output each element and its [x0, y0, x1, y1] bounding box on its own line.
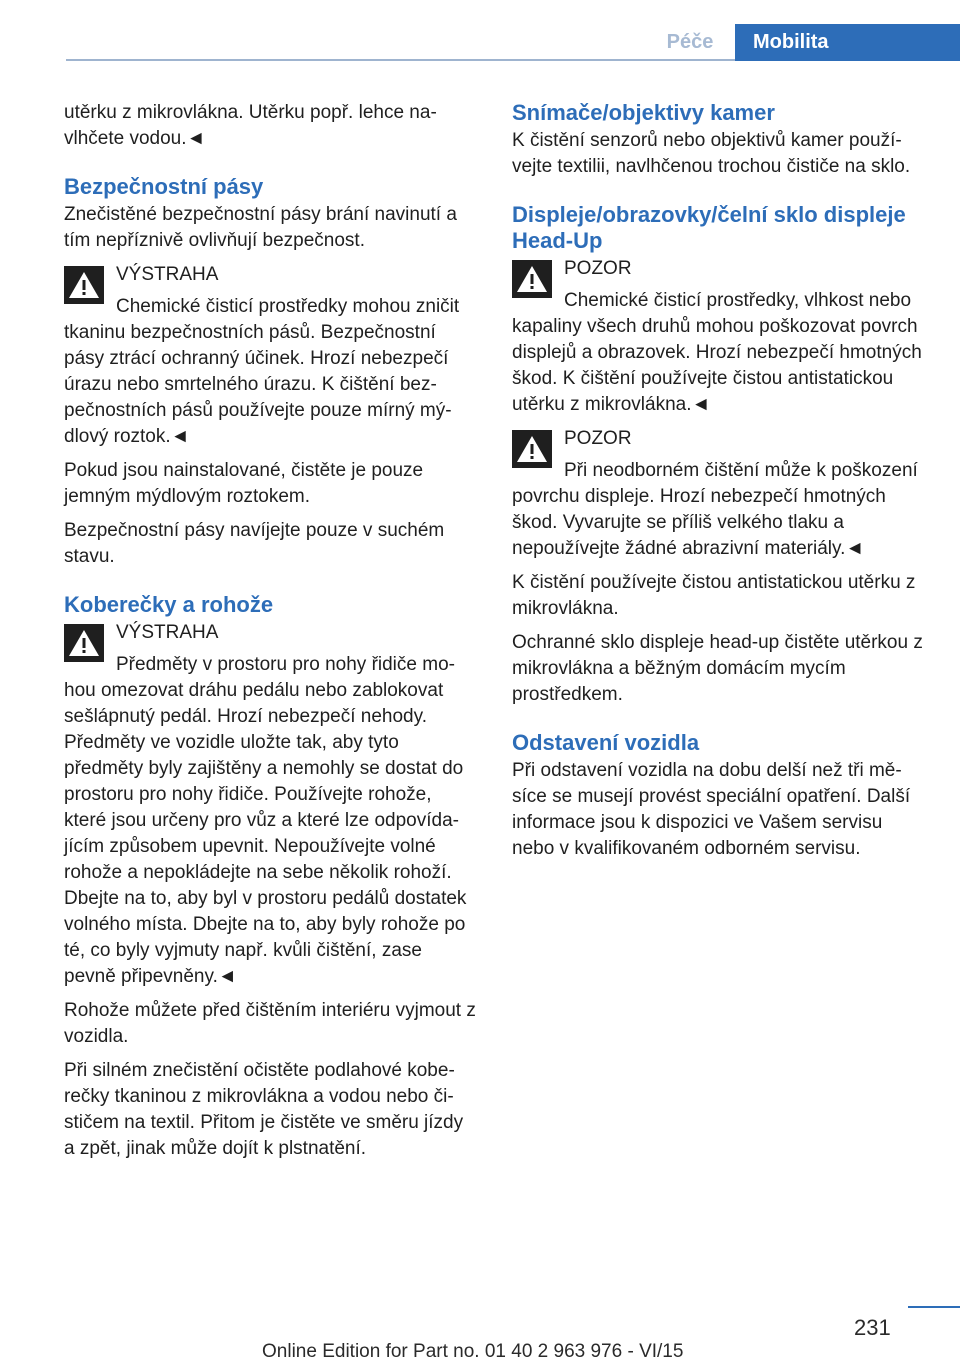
- section-title-displays: Displeje/obrazovky/čelní sklo displeje Head-Up: [512, 202, 906, 253]
- seatbelts-warning: [64, 262, 478, 450]
- mats-paragraph-2: Při silném znečistění očistěte podlahové koberečky tkaninou z mikrovlákna a vodou nebo čističem na textil. Přitom je čistěte ve směru jízdy a zpět, jinak může dojít k plstnatění.: [64, 1060, 464, 1159]
- footer-rule: [908, 1306, 960, 1308]
- right-column: [512, 100, 926, 870]
- parking-paragraph: Při odstavení vozidla na dobu delší než tři měsíce se musejí provést speciální opatření. Další informace jsou k dispozici ve Vašem servisu nebo v kvalifikovaném odborném servisu.: [512, 760, 911, 859]
- seatbelts-paragraph-2: Pokud jsou nainstalované, čistěte je pouze jemným mýdlovým roztokem.: [64, 460, 424, 507]
- displays-paragraph-2: Ochranné sklo displeje head-up čistěte utěrkou z mikrovlákna a běžným domácím mycím prostředkem.: [512, 632, 923, 705]
- mats-warning: [64, 620, 478, 990]
- edition-text: Online Edition for Part no. 01 40 2 963 976 - VI/15: [262, 1341, 684, 1362]
- intro-paragraph: utěrku z mikrovlákna. Utěrku popř. lehce navlhčete vodou.◄: [64, 102, 437, 149]
- caution-body: Chemické čisticí prostředky, vlhkost nebo kapaliny všech druhů mohou poškozovat povrch displejů a obrazovek. Hrozí nebezpečí hmotných škod. K čištění používejte čistou antistatickou utěrku z mikrovlákna.◄: [512, 290, 922, 415]
- caution-body: Při neodborném čištění může k poškození povrchu displeje. Hrozí nebezpečí hmotných škod. Vyvarujte se příliš velkého tlaku a nepoužívejte žádné abrazivní materiály.◄: [512, 460, 918, 559]
- displays-caution-2: [512, 426, 926, 562]
- tab-pece[interactable]: Péče: [666, 31, 714, 53]
- section-title-mats: Koberečky a rohože: [64, 592, 274, 617]
- warning-triangle-icon: [512, 430, 552, 468]
- cameras-paragraph: K čistění senzorů nebo objektivů kamer používejte textilii, navlhčenou trochou čističe na sklo.: [512, 130, 911, 177]
- warning-triangle-icon: [512, 260, 552, 298]
- left-column: [64, 100, 478, 1170]
- mats-paragraph-1: Rohože můžete před čištěním interiéru vyjmout z vozidla.: [64, 1000, 476, 1047]
- section-title-parking: Odstavení vozidla: [512, 730, 700, 755]
- tab-mobilita[interactable]: Mobilita: [735, 24, 960, 61]
- displays-caution-1: [512, 256, 926, 418]
- caution-title: POZOR: [564, 428, 632, 449]
- page-number: 231: [854, 1315, 891, 1340]
- section-title-seatbelts: Bezpečnostní pásy: [64, 174, 264, 199]
- seatbelts-paragraph: Znečistěné bezpečnostní pásy brání navinutí a tím nepříznivě ovlivňují bezpečnost.: [64, 204, 457, 251]
- warning-body: Chemické čisticí prostředky mohou zničit tkaninu bezpečnostních pásů. Bezpečnostní pásy ztrácí ochranný účinek. Hrozí nebezpečí úrazu nebo smrtelného úrazu. K čištění bezpečnostních pásů používejte pouze mírný mýdlový roztok.◄: [64, 296, 460, 447]
- warning-body: Předměty v prostoru pro nohy řidiče mohou omezovat dráhu pedálu nebo zablokovat sešlápnutý pedál. Hrozí nebezpečí nehody. Předměty ve vozidle uložte tak, aby tyto předměty byly zajištěny a nemohly se dostat do prostoru pro nohy řidiče. Používejte rohože, které jsou určeny pro vůz a které lze odpovídajícím způsobem upevnit. Nepoužívejte volné rohože a nepokládejte na sebe několik rohoží. Dbejte na to, aby byl v prostoru pedálů dostatek volného místa. Dbejte na to, aby byly rohože po té, co byly vyjmuty např. kvůli čištění, zase pevně připevněny.◄: [64, 654, 467, 987]
- section-title-cameras: Snímače/objektivy kamer: [512, 100, 775, 125]
- caution-title: POZOR: [564, 258, 632, 279]
- warning-triangle-icon: [64, 624, 104, 662]
- seatbelts-paragraph-3: Bezpečnostní pásy navíjejte pouze v suchém stavu.: [64, 520, 445, 567]
- warning-title: VÝSTRAHA: [116, 264, 219, 285]
- warning-triangle-icon: [64, 266, 104, 304]
- displays-paragraph-1: K čistění používejte čistou antistatickou utěrku z mikrovlákna.: [512, 572, 916, 619]
- warning-title: VÝSTRAHA: [116, 622, 219, 643]
